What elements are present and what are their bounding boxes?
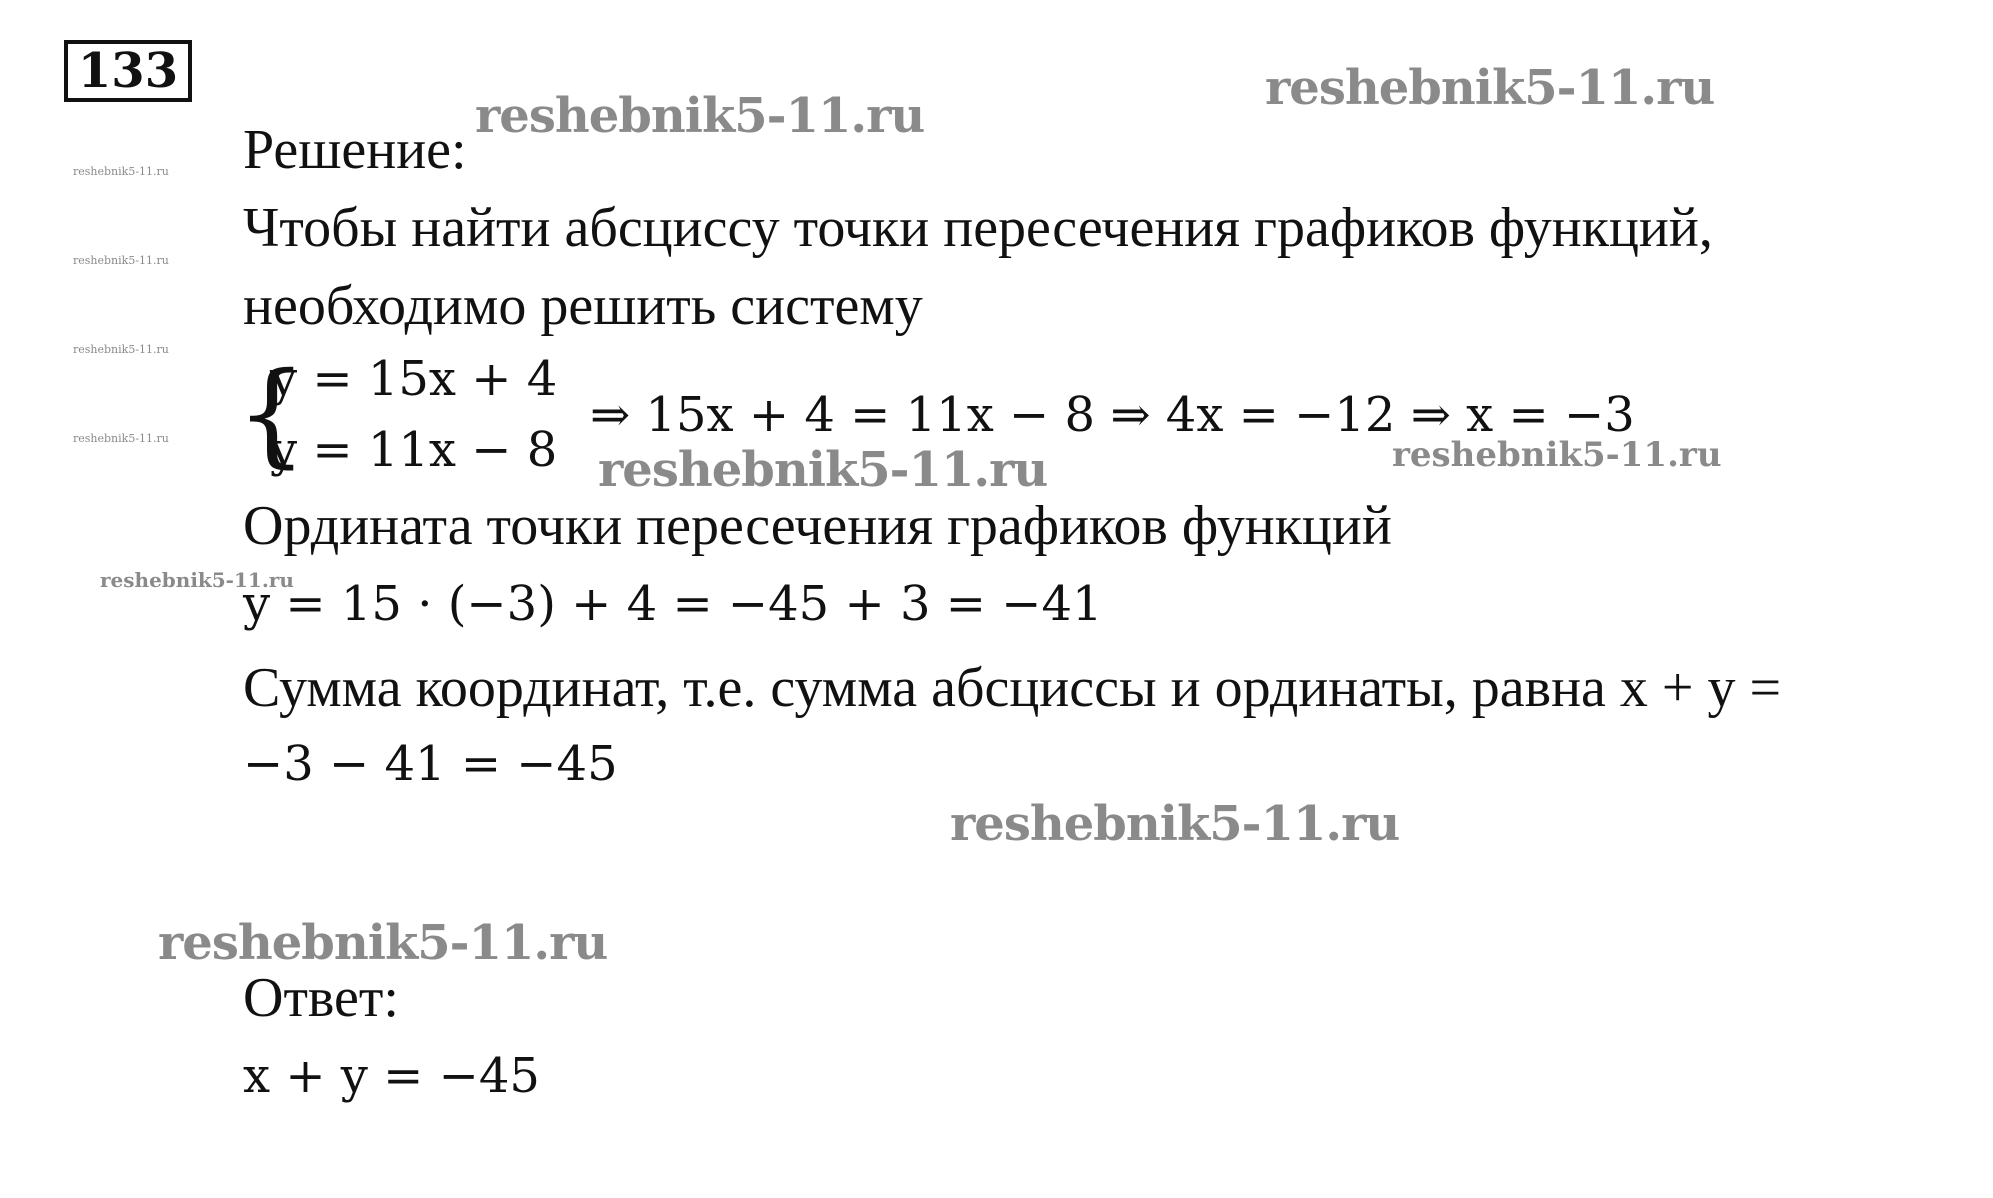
- watermark-margin-2: reshebnik5-11.ru: [73, 254, 169, 267]
- ordinate-line: Ордината точки пересечения графиков функций: [243, 495, 1392, 557]
- watermark-lower-left: reshebnik5-11.ru: [158, 915, 608, 971]
- sum-line-2: −3 − 41 = −45: [243, 736, 618, 792]
- watermark-top-center: reshebnik5-11.ru: [475, 88, 925, 144]
- system-result: ⇒ 15x + 4 = 11x − 8 ⇒ 4x = −12 ⇒ x = −3: [590, 387, 1635, 443]
- problem-number: 133: [64, 40, 192, 102]
- intro-line-2: необходимо решить систему: [243, 275, 923, 337]
- ordinate-calculation: y = 15 · (−3) + 4 = −45 + 3 = −41: [243, 576, 1103, 632]
- system-equation-2: y = 11x − 8: [270, 422, 558, 478]
- answer-value: x + y = −45: [243, 1048, 540, 1104]
- intro-line-1: Чтобы найти абсциссу точки пересечения графиков функций,: [243, 197, 1713, 259]
- watermark-lower-center: reshebnik5-11.ru: [950, 796, 1400, 852]
- watermark-margin-4: reshebnik5-11.ru: [73, 432, 169, 445]
- watermark-margin-1: reshebnik5-11.ru: [73, 165, 169, 178]
- answer-heading: Ответ:: [243, 967, 399, 1029]
- system-equation-1: y = 15x + 4: [270, 351, 558, 407]
- sum-line-1: Сумма координат, т.е. сумма абсциссы и ординаты, равна x + y =: [243, 657, 1782, 719]
- system-brace: {: [236, 349, 308, 479]
- solution-heading: Решение:: [243, 119, 467, 181]
- watermark-margin-3: reshebnik5-11.ru: [73, 343, 169, 356]
- watermark-middle: reshebnik5-11.ru: [598, 442, 1048, 498]
- watermark-top-right: reshebnik5-11.ru: [1265, 60, 1715, 116]
- watermark-middle-right: reshebnik5-11.ru: [1392, 435, 1722, 475]
- watermark-left-small: reshebnik5-11.ru: [100, 568, 294, 592]
